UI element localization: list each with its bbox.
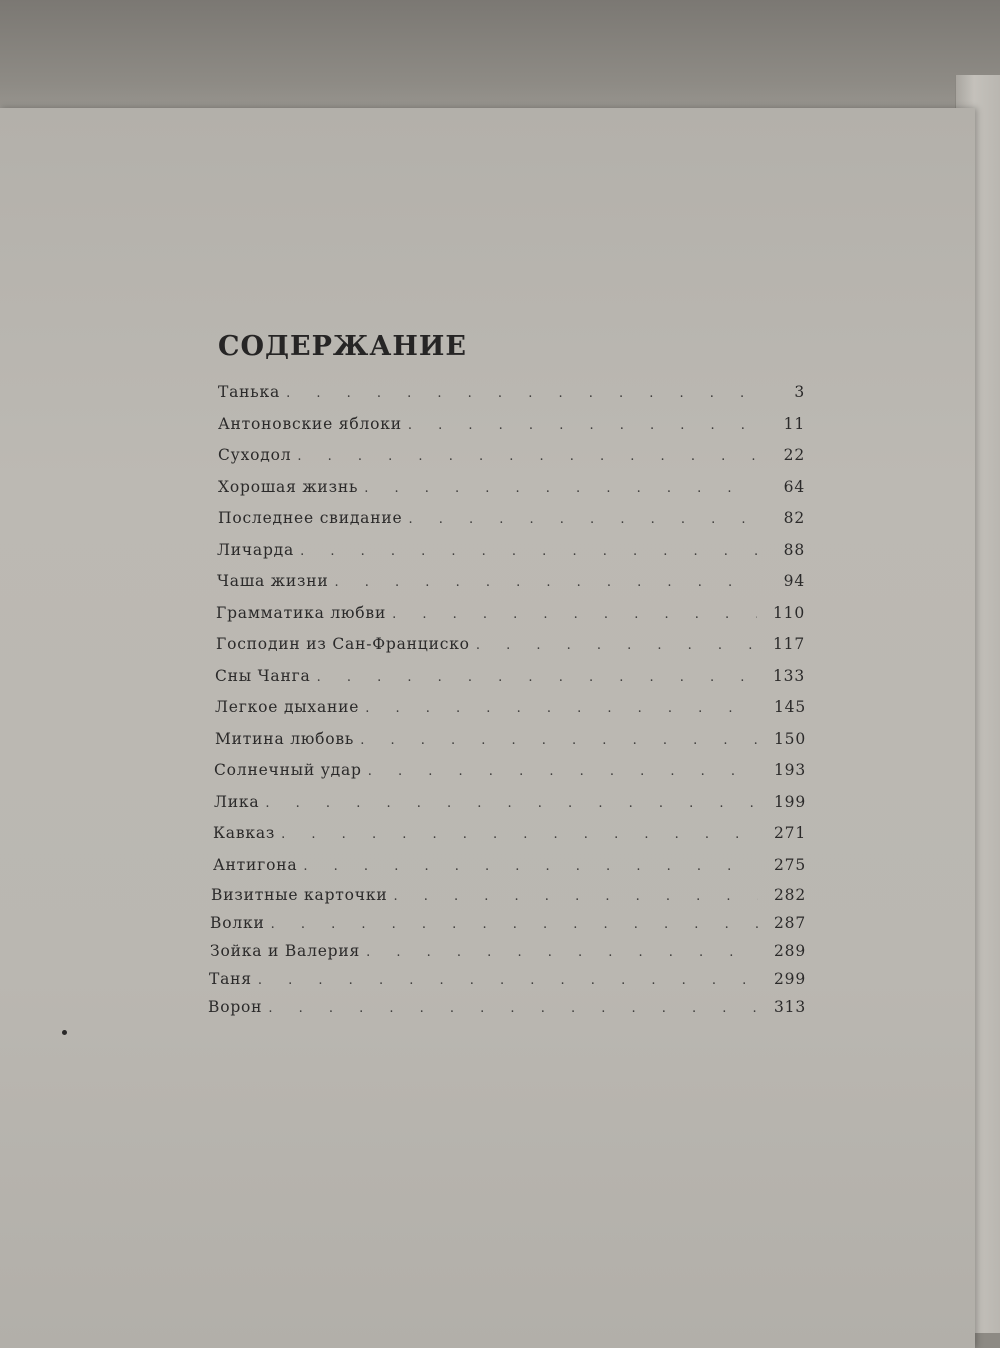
entry-title: Легкое дыхание: [215, 698, 360, 716]
entry-page-number: 3: [794, 383, 805, 401]
toc-entry: [200, 942, 820, 970]
toc-heading: СОДЕРЖАНИЕ: [218, 331, 467, 362]
toc-entry: [200, 667, 820, 699]
dot-leader: [268, 1001, 758, 1016]
dot-leader: [265, 796, 758, 811]
dot-leader: [476, 638, 757, 653]
dot-leader: [364, 481, 757, 496]
table-of-contents: [200, 325, 820, 1026]
entry-title: Хорошая жизнь: [218, 477, 359, 496]
toc-entry: [200, 541, 820, 573]
entry-page-number: 88: [783, 540, 805, 559]
dot-leader: [393, 889, 758, 904]
toc-entry: [200, 914, 820, 942]
toc-entries: [200, 383, 820, 1026]
entry-page-number: 299: [774, 969, 806, 988]
entry-title: Лика: [214, 792, 260, 811]
entry-title: Кавказ: [213, 824, 276, 842]
entry-title: Визитные карточки: [211, 885, 388, 904]
entry-title: Зойка и Валерия: [210, 941, 361, 960]
toc-entry: [200, 415, 820, 447]
entry-title: Танька: [218, 383, 281, 401]
toc-entry: [200, 998, 820, 1026]
toc-entry: [200, 383, 820, 415]
toc-entry: [200, 824, 820, 856]
dot-leader: [408, 418, 757, 433]
dot-leader: [258, 973, 758, 988]
toc-entry: [200, 478, 820, 510]
entry-title: Чаша жизни: [217, 572, 329, 590]
dot-leader: [281, 827, 758, 842]
entry-title: Волки: [210, 913, 265, 932]
dot-leader: [408, 512, 757, 527]
toc-entry: [200, 698, 820, 730]
entry-page-number: 11: [783, 414, 805, 433]
toc-entry: [200, 446, 820, 478]
dot-leader: [317, 670, 757, 685]
entry-title: Антигона: [213, 855, 298, 874]
ink-speck: [62, 1030, 67, 1035]
entry-title: Последнее свидание: [218, 509, 403, 527]
entry-title: Митина любовь: [215, 729, 355, 748]
entry-title: Ворон: [208, 997, 263, 1016]
toc-entry: [200, 970, 820, 998]
entry-page-number: 193: [774, 761, 806, 779]
entry-page-number: 117: [773, 635, 805, 653]
entry-title: Суходол: [218, 446, 292, 464]
toc-entry: [200, 793, 820, 825]
dot-leader: [286, 386, 757, 401]
entry-page-number: 22: [783, 446, 805, 464]
entry-page-number: 275: [774, 855, 806, 874]
toc-entry: [200, 730, 820, 762]
dot-leader: [297, 449, 757, 464]
dot-leader: [366, 945, 758, 960]
entry-page-number: 64: [783, 477, 805, 496]
toc-entry: [200, 509, 820, 541]
entry-page-number: 313: [774, 997, 806, 1016]
dot-leader: [271, 917, 758, 932]
entry-title: Антоновские яблоки: [218, 414, 402, 433]
toc-entry: [200, 604, 820, 636]
dot-leader: [368, 764, 758, 779]
entry-title: Солнечный удар: [214, 761, 362, 779]
entry-page-number: 289: [774, 941, 806, 960]
entry-page-number: 133: [773, 666, 805, 685]
entry-page-number: 110: [773, 603, 805, 622]
entry-page-number: 271: [774, 824, 806, 842]
entry-title: Господин из Сан-Франциско: [216, 635, 470, 653]
entry-title: Таня: [209, 969, 252, 988]
dot-leader: [300, 544, 757, 559]
toc-entry: [200, 856, 820, 886]
entry-page-number: 287: [774, 913, 806, 932]
toc-entry: [200, 572, 820, 604]
dot-leader: [392, 607, 757, 622]
entry-page-number: 94: [783, 572, 805, 590]
dot-leader: [335, 575, 757, 590]
toc-entry: [200, 635, 820, 667]
dot-leader: [360, 733, 758, 748]
toc-entry: [200, 886, 820, 914]
entry-page-number: 82: [783, 509, 805, 527]
toc-entry: [200, 761, 820, 793]
entry-page-number: 150: [774, 729, 806, 748]
dot-leader: [303, 859, 758, 874]
entry-title: Сны Чанга: [215, 666, 311, 685]
entry-page-number: 145: [774, 698, 806, 716]
entry-page-number: 199: [774, 792, 806, 811]
entry-title: Личарда: [217, 540, 295, 559]
dot-leader: [365, 701, 758, 716]
entry-page-number: 282: [774, 885, 806, 904]
entry-title: Грамматика любви: [216, 603, 387, 622]
